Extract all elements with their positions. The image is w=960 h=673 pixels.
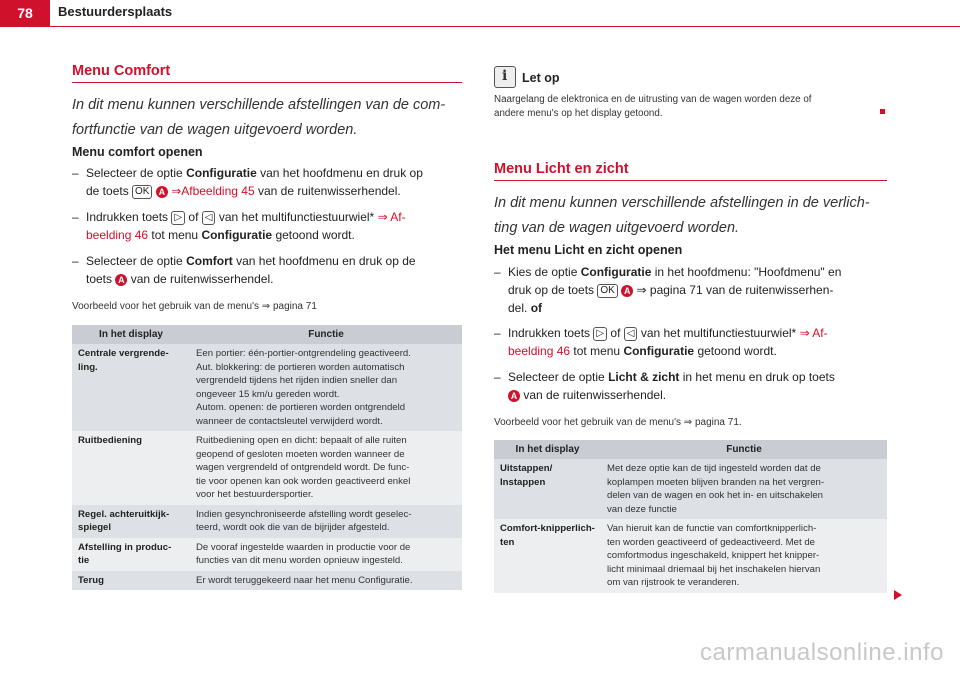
page-number: 78 (0, 0, 50, 26)
list-item: – Indrukken toets ▷ of ◁ van het multifunctiestuurwiel* ⇒ Af- beelding 46 tot menu Configuratie getoond wordt. (494, 326, 828, 358)
table-row: Comfort-knipperlich- ten Van hieruit kan de functie van comfortknipperlich- ten worden geactiveerd of gedeactiveerd. Met de comfortmodus ingeschakeld, knippert het knipper- licht minimaal driemaal bij het inschakelen hiervan om van rijstrook te veranderen. (494, 519, 887, 593)
right-arrow-key-icon: ▷ (171, 211, 185, 225)
licht-table (494, 440, 887, 593)
figure-link[interactable]: ⇒ Af- (799, 326, 828, 340)
list-item: – Selecteer de optie Configuratie van het hoofdmenu en druk op de toets OK A ⇒Afbeelding 45 van de ruitenwisserhendel. (72, 166, 423, 198)
left-arrow-key-icon: ◁ (202, 211, 216, 225)
end-marker-icon (880, 109, 885, 114)
comfort-table (72, 325, 462, 590)
heading-licht-zicht: Menu Licht en zicht (494, 161, 629, 177)
circle-a-icon: A (508, 390, 520, 402)
lead-text: In dit menu kunnen verschillende afstellingen in de verlich- ting van de wagen uitgevoerd worden. (494, 195, 870, 236)
circle-a-icon: A (156, 186, 168, 198)
info-icon (494, 66, 516, 88)
lead-text: In dit menu kunnen verschillende afstellingen van de com- fortfunctie van de wagen uitgevoerd worden. (72, 97, 446, 138)
section-title: Bestuurdersplaats (58, 4, 173, 19)
usage-note: Voorbeeld voor het gebruik van de menu's ⇒ pagina 71 (72, 301, 317, 312)
subheading-open-comfort: Menu comfort openen (72, 145, 203, 159)
ok-key-icon: OK (597, 284, 617, 298)
list-item: – Selecteer de optie Licht & zicht in het menu en druk op toets A van de ruitenwisserhendel. (494, 370, 835, 402)
table-row: Uitstappen/ Instappen Met deze optie kan de tijd ingesteld worden dat de koplampen moeten blijven branden na het vergren- delen van de wagen en ook het in- en uitschakelen van deze functie (494, 459, 887, 519)
page-header (0, 0, 960, 26)
header-rule (0, 26, 960, 27)
table-row: Centrale vergrende- ling. Een portier: één-portier-ontgrendeling geactiveerd. Aut. blokkering: de portieren worden automatisch vergrendeld tijdens het rijden indien sneller dan ongeveer 15 km/u gereden wordt. Autom. openen: de portieren worden ontgrendeld wanneer de contactsleutel verwijderd wordt. (72, 344, 462, 431)
subheading-open-licht: Het menu Licht en zicht openen (494, 243, 683, 257)
left-arrow-key-icon: ◁ (624, 327, 638, 341)
heading-rule (72, 82, 462, 83)
list-item: – Selecteer de optie Comfort van het hoofdmenu en druk op de toets A van de ruitenwisserhendel. (72, 254, 416, 286)
circle-a-icon: A (621, 285, 633, 297)
note-text: Naargelang de elektronica en de uitrusting van de wagen worden deze of andere menu's op het display getoond. (494, 94, 812, 119)
heading-menu-comfort: Menu Comfort (72, 63, 171, 79)
figure-link[interactable]: ⇒Afbeelding 45 (171, 184, 255, 198)
table-row: Terug Er wordt teruggekeerd naar het menu Configuratie. (72, 571, 462, 591)
column-header: Functie (190, 325, 462, 344)
table-row: Afstelling in produc- tie De vooraf ingestelde waarden in productie voor de functies van dit menu worden opnieuw ingesteld. (72, 538, 462, 571)
list-item: – Indrukken toets ▷ of ◁ van het multifunctiestuurwiel* ⇒ Af- beelding 46 tot menu Configuratie getoond wordt. (72, 210, 406, 242)
right-arrow-key-icon: ▷ (593, 327, 607, 341)
list-item: – Kies de optie Configuratie in het hoofdmenu: "Hoofdmenu" en druk op de toets OK A ⇒ pagina 71 van de ruitenwisserhen- del. of (494, 265, 842, 315)
column-header: Functie (601, 440, 887, 459)
figure-link[interactable]: ⇒ Af- (377, 210, 406, 224)
heading-rule (494, 180, 887, 181)
usage-note: Voorbeeld voor het gebruik van de menu's ⇒ pagina 71. (494, 417, 742, 428)
next-page-arrow-icon[interactable] (894, 590, 902, 600)
note-heading: Let op (522, 71, 560, 85)
column-header: In het display (494, 440, 601, 459)
ok-key-icon: OK (132, 185, 152, 199)
table-row: Regel. achteruitkijk- spiegel Indien gesynchroniseerde afstelling wordt geselec- teerd, wordt ook die van de bijrijder afgesteld. (72, 505, 462, 538)
column-header: In het display (72, 325, 190, 344)
table-row: Ruitbediening Ruitbediening open en dicht: bepaalt of alle ruiten geopend of gesloten moeten worden wanneer de wagen vergrendeld of ontgrendeld wordt. De func- tie voor openen kan ook worden geactiveerd enkel voor het bestuurdersportier. (72, 431, 462, 505)
circle-a-icon: A (115, 274, 127, 286)
watermark: carmanualsonline.info (700, 639, 944, 666)
